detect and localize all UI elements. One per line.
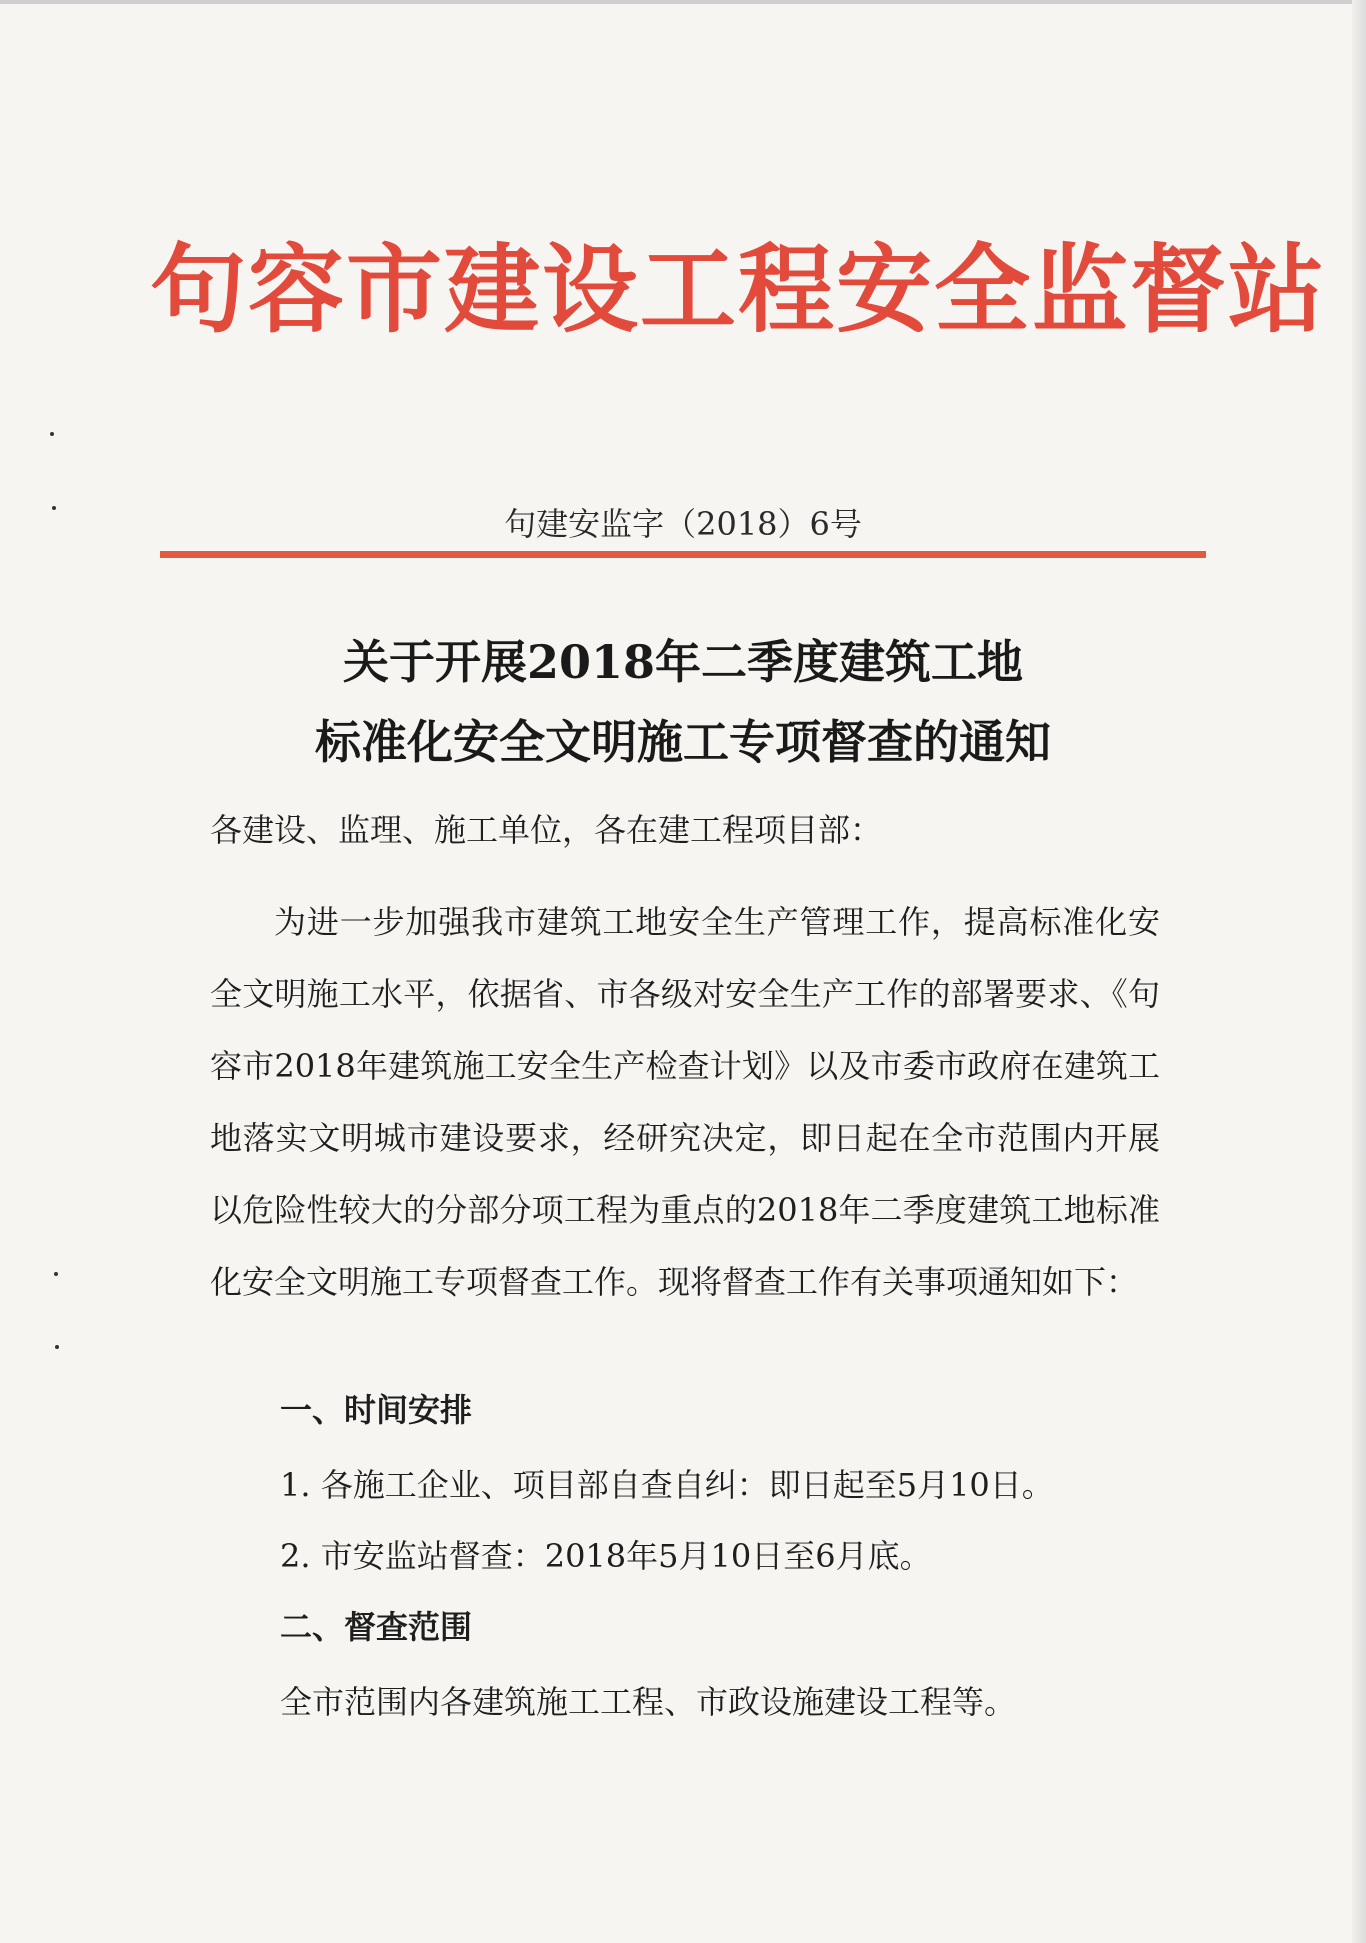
notice-title-line-1: 关于开展2018年二季度建筑工地	[342, 635, 1024, 689]
body-paragraph: 为进一步加强我市建筑工地安全生产管理工作，提高标准化安全文明施工水平，依据省、市各级对安全生产工作的部署要求、《句容市2018年建筑施工安全生产检查计划》以及市委市政府在建筑工地落实文明城市建设要求，经研究决定，即日起在全市范围内开展以危险性较大的分部分项工程为重点的2018年二季度建筑工地标准化安全文明施工专项督查工作。现将督查工作有关事项通知如下：	[210, 903, 1160, 1301]
scan-speck	[50, 432, 54, 436]
list-item: 1. 各施工企业、项目部自查自纠：即日起至5月10日。	[280, 1466, 1054, 1504]
red-divider-rule	[160, 551, 1206, 558]
document-number: 句建安监字（2018）6号	[504, 505, 862, 543]
list-item: 2. 市安监站督查：2018年5月10日至6月底。	[280, 1537, 932, 1575]
section-heading-scope: 二、督查范围	[280, 1608, 473, 1646]
scope-text: 全市范围内各建筑施工工程、市政设施建设工程等。	[280, 1683, 1017, 1721]
issuing-organization-header: 句容市建设工程安全监督站	[150, 234, 1326, 346]
scan-edge-top	[0, 0, 1366, 4]
notice-title-line-2: 标准化安全文明施工专项督查的通知	[315, 715, 1051, 769]
scan-speck	[55, 1345, 59, 1349]
salutation: 各建设、监理、施工单位，各在建工程项目部：	[210, 811, 883, 849]
scan-speck	[54, 1272, 58, 1276]
section-heading-schedule: 一、时间安排	[280, 1391, 473, 1429]
scan-edge-right	[1352, 0, 1366, 1943]
scan-speck	[52, 506, 56, 510]
